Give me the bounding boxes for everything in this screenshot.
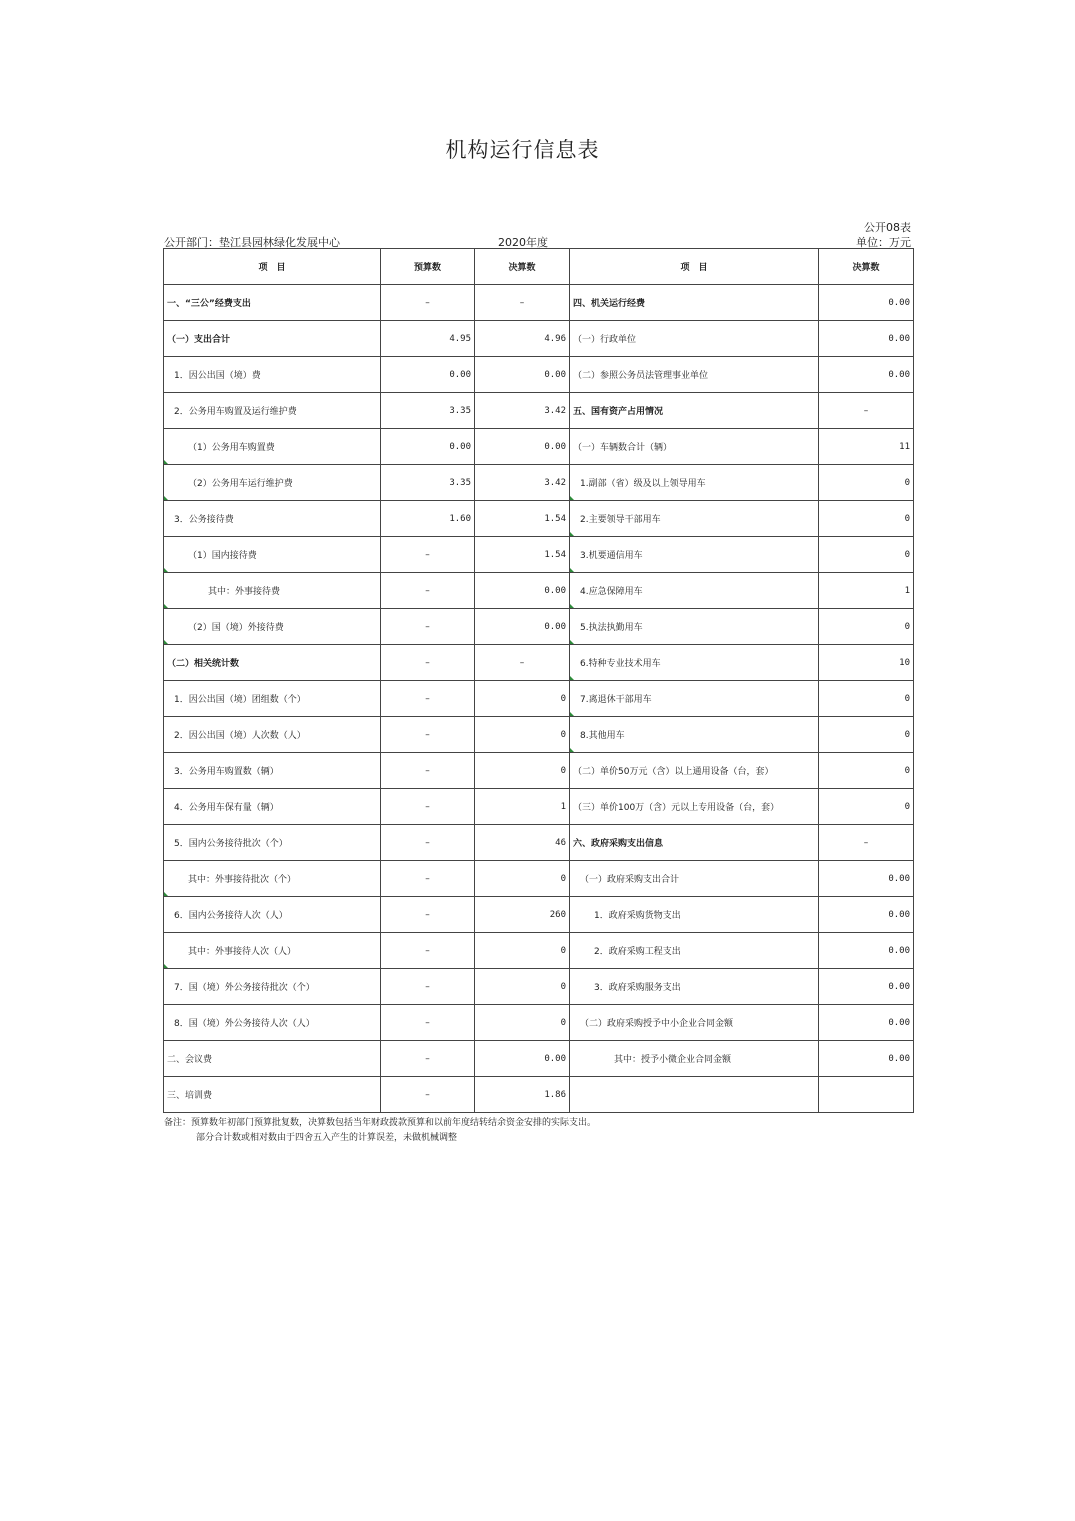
row-label-left: （二）相关统计数 [164, 645, 381, 681]
table-row [164, 357, 914, 393]
right-value-cell: 0 [819, 537, 914, 573]
right-value-cell: 0 [819, 789, 914, 825]
right-value-cell: 10 [819, 645, 914, 681]
row-label-left: 其中：外事接待费 [164, 573, 381, 609]
final-cell: 0.00 [475, 609, 570, 645]
table-row [164, 717, 914, 753]
table-row [164, 537, 914, 573]
final-cell: 0 [475, 1005, 570, 1041]
info-table [163, 248, 914, 1113]
right-value-cell: 0.00 [819, 357, 914, 393]
final-cell: 0.00 [475, 1041, 570, 1077]
table-row [164, 789, 914, 825]
row-label-right: （二）政府采购授予中小企业合同金额 [570, 1005, 819, 1041]
budget-cell: – [381, 609, 475, 645]
budget-cell: – [381, 789, 475, 825]
table-row [164, 681, 914, 717]
footnote-remark: 备注：预算数年初部门预算批复数，决算数包括当年财政拨款预算和以前年度结转结余资金安排的实际支出。 [164, 1118, 597, 1128]
row-label-right: 2.主要领导干部用车 [570, 501, 819, 537]
final-cell: 0.00 [475, 429, 570, 465]
row-label-left: 2．因公出国（境）人次数（人） [164, 717, 381, 753]
final-cell: 0 [475, 681, 570, 717]
header-budget: 预算数 [381, 249, 475, 285]
row-label-left: （1）公务用车购置费 [164, 429, 381, 465]
row-label-left: 6．国内公务接待人次（人） [164, 897, 381, 933]
row-label-right: （一）车辆数合计（辆） [570, 429, 819, 465]
final-cell: 3.42 [475, 393, 570, 429]
row-label-right: 6.特种专业技术用车 [570, 645, 819, 681]
table-row [164, 933, 914, 969]
row-label-left: 1．因公出国（境）费 [164, 357, 381, 393]
row-label-left: 其中：外事接待批次（个） [164, 861, 381, 897]
row-label-left: 8．国（境）外公务接待人次（人） [164, 1005, 381, 1041]
table-row [164, 1077, 914, 1113]
table-row [164, 501, 914, 537]
row-label-left: 一、“三公”经费支出 [164, 285, 381, 321]
final-cell: 1 [475, 789, 570, 825]
table-row [164, 969, 914, 1005]
table-row [164, 465, 914, 501]
row-label-right: 4.应急保障用车 [570, 573, 819, 609]
final-cell: 0 [475, 717, 570, 753]
right-value-cell: 0.00 [819, 933, 914, 969]
table-row [164, 1005, 914, 1041]
right-value-cell: – [819, 825, 914, 861]
row-label-left: （2）公务用车运行维护费 [164, 465, 381, 501]
right-value-cell: 0.00 [819, 969, 914, 1005]
row-label-left: 三、培训费 [164, 1077, 381, 1113]
row-label-right: 其中：授予小微企业合同金额 [570, 1041, 819, 1077]
final-cell: 1.54 [475, 537, 570, 573]
table-row [164, 861, 914, 897]
right-value-cell: 0 [819, 717, 914, 753]
right-value-cell: 0 [819, 753, 914, 789]
row-label-right: （二）参照公务员法管理事业单位 [570, 357, 819, 393]
row-label-right: （二）单价50万元（含）以上通用设备（台，套） [570, 753, 819, 789]
budget-cell: 3.35 [381, 393, 475, 429]
row-label-left: 其中：外事接待人次（人） [164, 933, 381, 969]
table-row [164, 753, 914, 789]
final-cell: 0 [475, 969, 570, 1005]
budget-cell: – [381, 1005, 475, 1041]
table-row [164, 609, 914, 645]
right-value-cell: 0 [819, 501, 914, 537]
row-label-left: 4．公务用车保有量（辆） [164, 789, 381, 825]
row-label-right [570, 1077, 819, 1113]
budget-cell: – [381, 1041, 475, 1077]
year-label: 2020年度 [498, 236, 548, 249]
row-label-left: （2）国（境）外接待费 [164, 609, 381, 645]
budget-cell: – [381, 825, 475, 861]
final-cell: 3.42 [475, 465, 570, 501]
table-row [164, 285, 914, 321]
row-label-left: 二、会议费 [164, 1041, 381, 1077]
budget-cell: – [381, 285, 475, 321]
final-cell: 0 [475, 933, 570, 969]
right-value-cell: 0.00 [819, 321, 914, 357]
table-row [164, 429, 914, 465]
budget-cell: – [381, 717, 475, 753]
budget-cell: – [381, 537, 475, 573]
budget-cell: – [381, 753, 475, 789]
table-row [164, 825, 914, 861]
budget-cell: – [381, 645, 475, 681]
final-cell: 0 [475, 861, 570, 897]
final-cell: 0.00 [475, 573, 570, 609]
row-label-right: （一）政府采购支出合计 [570, 861, 819, 897]
footnote-rounding: 部分合计数或相对数由于四舍五入产生的计算误差，未做机械调整 [196, 1133, 458, 1143]
right-value-cell: 0.00 [819, 1041, 914, 1077]
right-value-cell: 0.00 [819, 861, 914, 897]
final-cell: 0.00 [475, 357, 570, 393]
right-value-cell: 0.00 [819, 897, 914, 933]
right-value-cell: 0.00 [819, 1005, 914, 1041]
row-label-left: 7．国（境）外公务接待批次（个） [164, 969, 381, 1005]
right-value-cell: 0 [819, 609, 914, 645]
budget-cell: 0.00 [381, 357, 475, 393]
row-label-left: （1）国内接待费 [164, 537, 381, 573]
table-row [164, 897, 914, 933]
final-cell: 1.54 [475, 501, 570, 537]
header-final: 决算数 [475, 249, 570, 285]
final-cell: – [475, 285, 570, 321]
row-label-right: 四、机关运行经费 [570, 285, 819, 321]
budget-cell: – [381, 1077, 475, 1113]
right-value-cell [819, 1077, 914, 1113]
budget-cell: 0.00 [381, 429, 475, 465]
row-label-right: （一）行政单位 [570, 321, 819, 357]
header-item-2: 项 目 [570, 249, 819, 285]
row-label-right: （三）单价100万（含）元以上专用设备（台，套） [570, 789, 819, 825]
budget-cell: – [381, 969, 475, 1005]
row-label-left: 3．公务用车购置数（辆） [164, 753, 381, 789]
table-row [164, 573, 914, 609]
right-value-cell: 0 [819, 681, 914, 717]
table-row [164, 1041, 914, 1077]
row-label-right: 1．政府采购货物支出 [570, 897, 819, 933]
right-value-cell: 11 [819, 429, 914, 465]
table-row [164, 645, 914, 681]
final-cell: – [475, 645, 570, 681]
right-value-cell: – [819, 393, 914, 429]
final-cell: 0 [475, 753, 570, 789]
right-value-cell: 0 [819, 465, 914, 501]
budget-cell: – [381, 933, 475, 969]
final-cell: 46 [475, 825, 570, 861]
header-final-2: 决算数 [819, 249, 914, 285]
table-row [164, 321, 914, 357]
budget-cell: – [381, 861, 475, 897]
row-label-left: 1．因公出国（境）团组数（个） [164, 681, 381, 717]
row-label-right: 2．政府采购工程支出 [570, 933, 819, 969]
row-label-right: 3．政府采购服务支出 [570, 969, 819, 1005]
department-label: 公开部门：垫江县园林绿化发展中心 [164, 236, 340, 249]
form-number: 公开08表 [864, 221, 911, 234]
budget-cell: – [381, 573, 475, 609]
row-label-right: 8.其他用车 [570, 717, 819, 753]
table-row [164, 393, 914, 429]
row-label-right: 1.副部（省）级及以上领导用车 [570, 465, 819, 501]
budget-cell: 3.35 [381, 465, 475, 501]
table-header-row [164, 249, 914, 285]
final-cell: 4.96 [475, 321, 570, 357]
budget-cell: – [381, 681, 475, 717]
row-label-left: 5．国内公务接待批次（个） [164, 825, 381, 861]
budget-cell: 1.60 [381, 501, 475, 537]
row-label-right: 六、政府采购支出信息 [570, 825, 819, 861]
right-value-cell: 0.00 [819, 285, 914, 321]
row-label-left: 2．公务用车购置及运行维护费 [164, 393, 381, 429]
row-label-right: 3.机要通信用车 [570, 537, 819, 573]
row-label-right: 5.执法执勤用车 [570, 609, 819, 645]
page-title: 机构运行信息表 [445, 138, 600, 162]
row-label-left: 3．公务接待费 [164, 501, 381, 537]
final-cell: 260 [475, 897, 570, 933]
row-label-right: 五、国有资产占用情况 [570, 393, 819, 429]
right-value-cell: 1 [819, 573, 914, 609]
row-label-right: 7.离退休干部用车 [570, 681, 819, 717]
unit-label: 单位：万元 [856, 236, 911, 249]
final-cell: 1.86 [475, 1077, 570, 1113]
budget-cell: – [381, 897, 475, 933]
row-label-left: （一）支出合计 [164, 321, 381, 357]
budget-cell: 4.95 [381, 321, 475, 357]
header-item: 项 目 [164, 249, 381, 285]
